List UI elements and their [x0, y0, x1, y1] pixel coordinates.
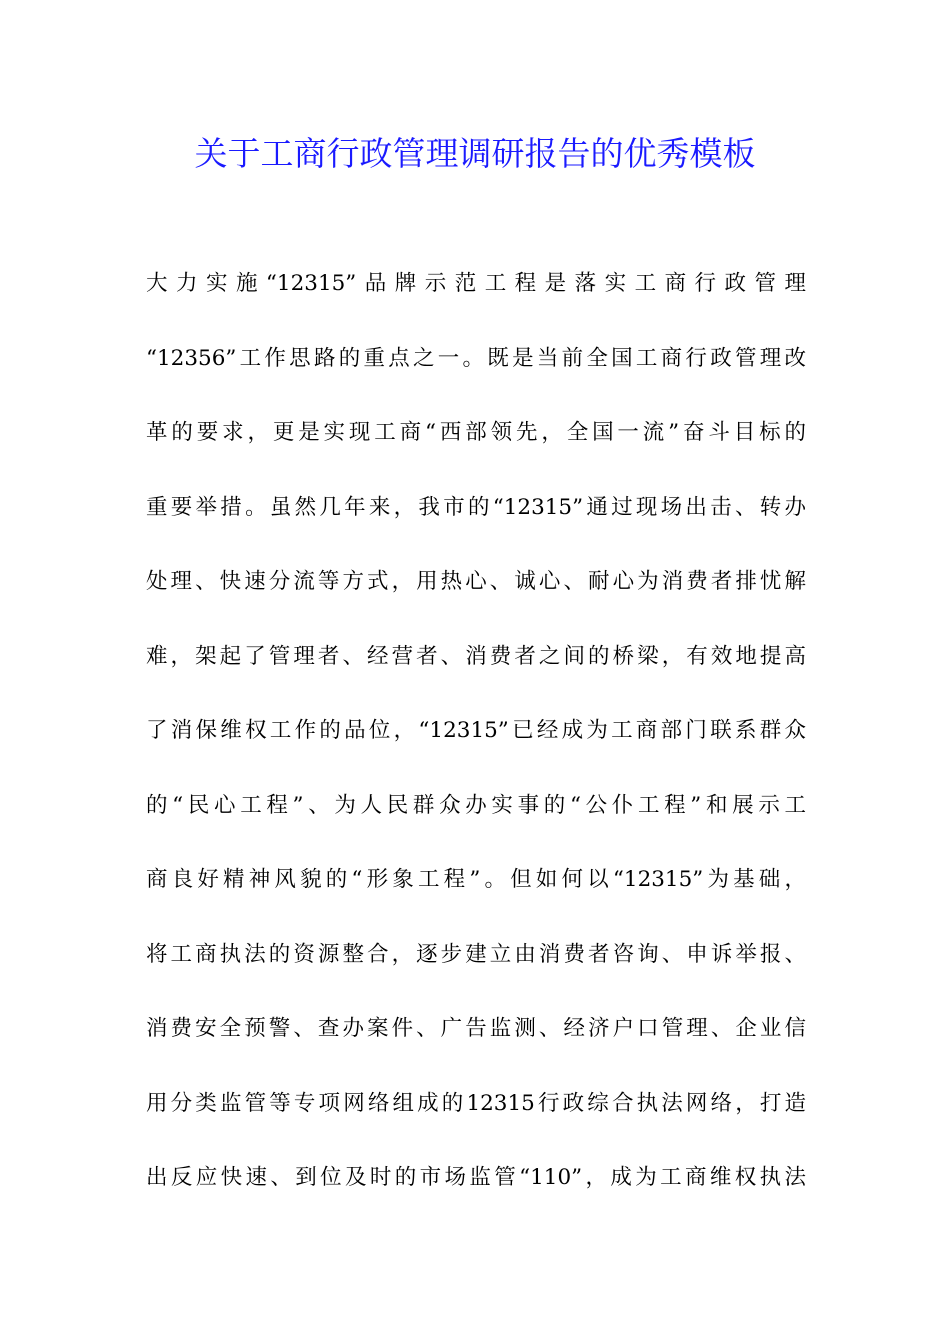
body-line: 大力实施“12315”品牌示范工程是落实工商行政管理	[146, 271, 806, 296]
body-line: 了消保维权工作的品位，“12315”已经成为工商部门联系群众	[146, 718, 806, 743]
body-line: 出反应快速、到位及时的市场监管“110”，成为工商维权执法	[146, 1165, 806, 1190]
body-line: 的“民心工程”、为人民群众办实事的“公仆工程”和展示工	[146, 792, 806, 818]
document-body	[146, 258, 806, 1227]
body-line: 消费安全预警、查办案件、广告监测、经济户口管理、企业信	[146, 1016, 806, 1041]
body-line: 重要举措。虽然几年来，我市的“12315”通过现场出击、转办	[146, 494, 806, 520]
body-line: “12356”工作思路的重点之一。既是当前全国工商行政管理改	[146, 345, 806, 371]
body-line: 用分类监管等专项网络组成的12315行政综合执法网络，打造	[146, 1090, 806, 1116]
body-line: 处理、快速分流等方式，用热心、诚心、耐心为消费者排忧解	[146, 569, 806, 594]
body-line: 将工商执法的资源整合，逐步建立由消费者咨询、申诉举报、	[146, 941, 806, 967]
body-line: 商良好精神风貌的“形象工程”。但如何以“12315”为基础，	[146, 867, 806, 892]
body-line: 革的要求，更是实现工商“西部领先，全国一流”奋斗目标的	[146, 420, 806, 445]
body-line: 难，架起了管理者、经营者、消费者之间的桥梁，有效地提高	[146, 643, 806, 669]
document-title: 关于工商行政管理调研报告的优秀模板	[194, 134, 756, 173]
